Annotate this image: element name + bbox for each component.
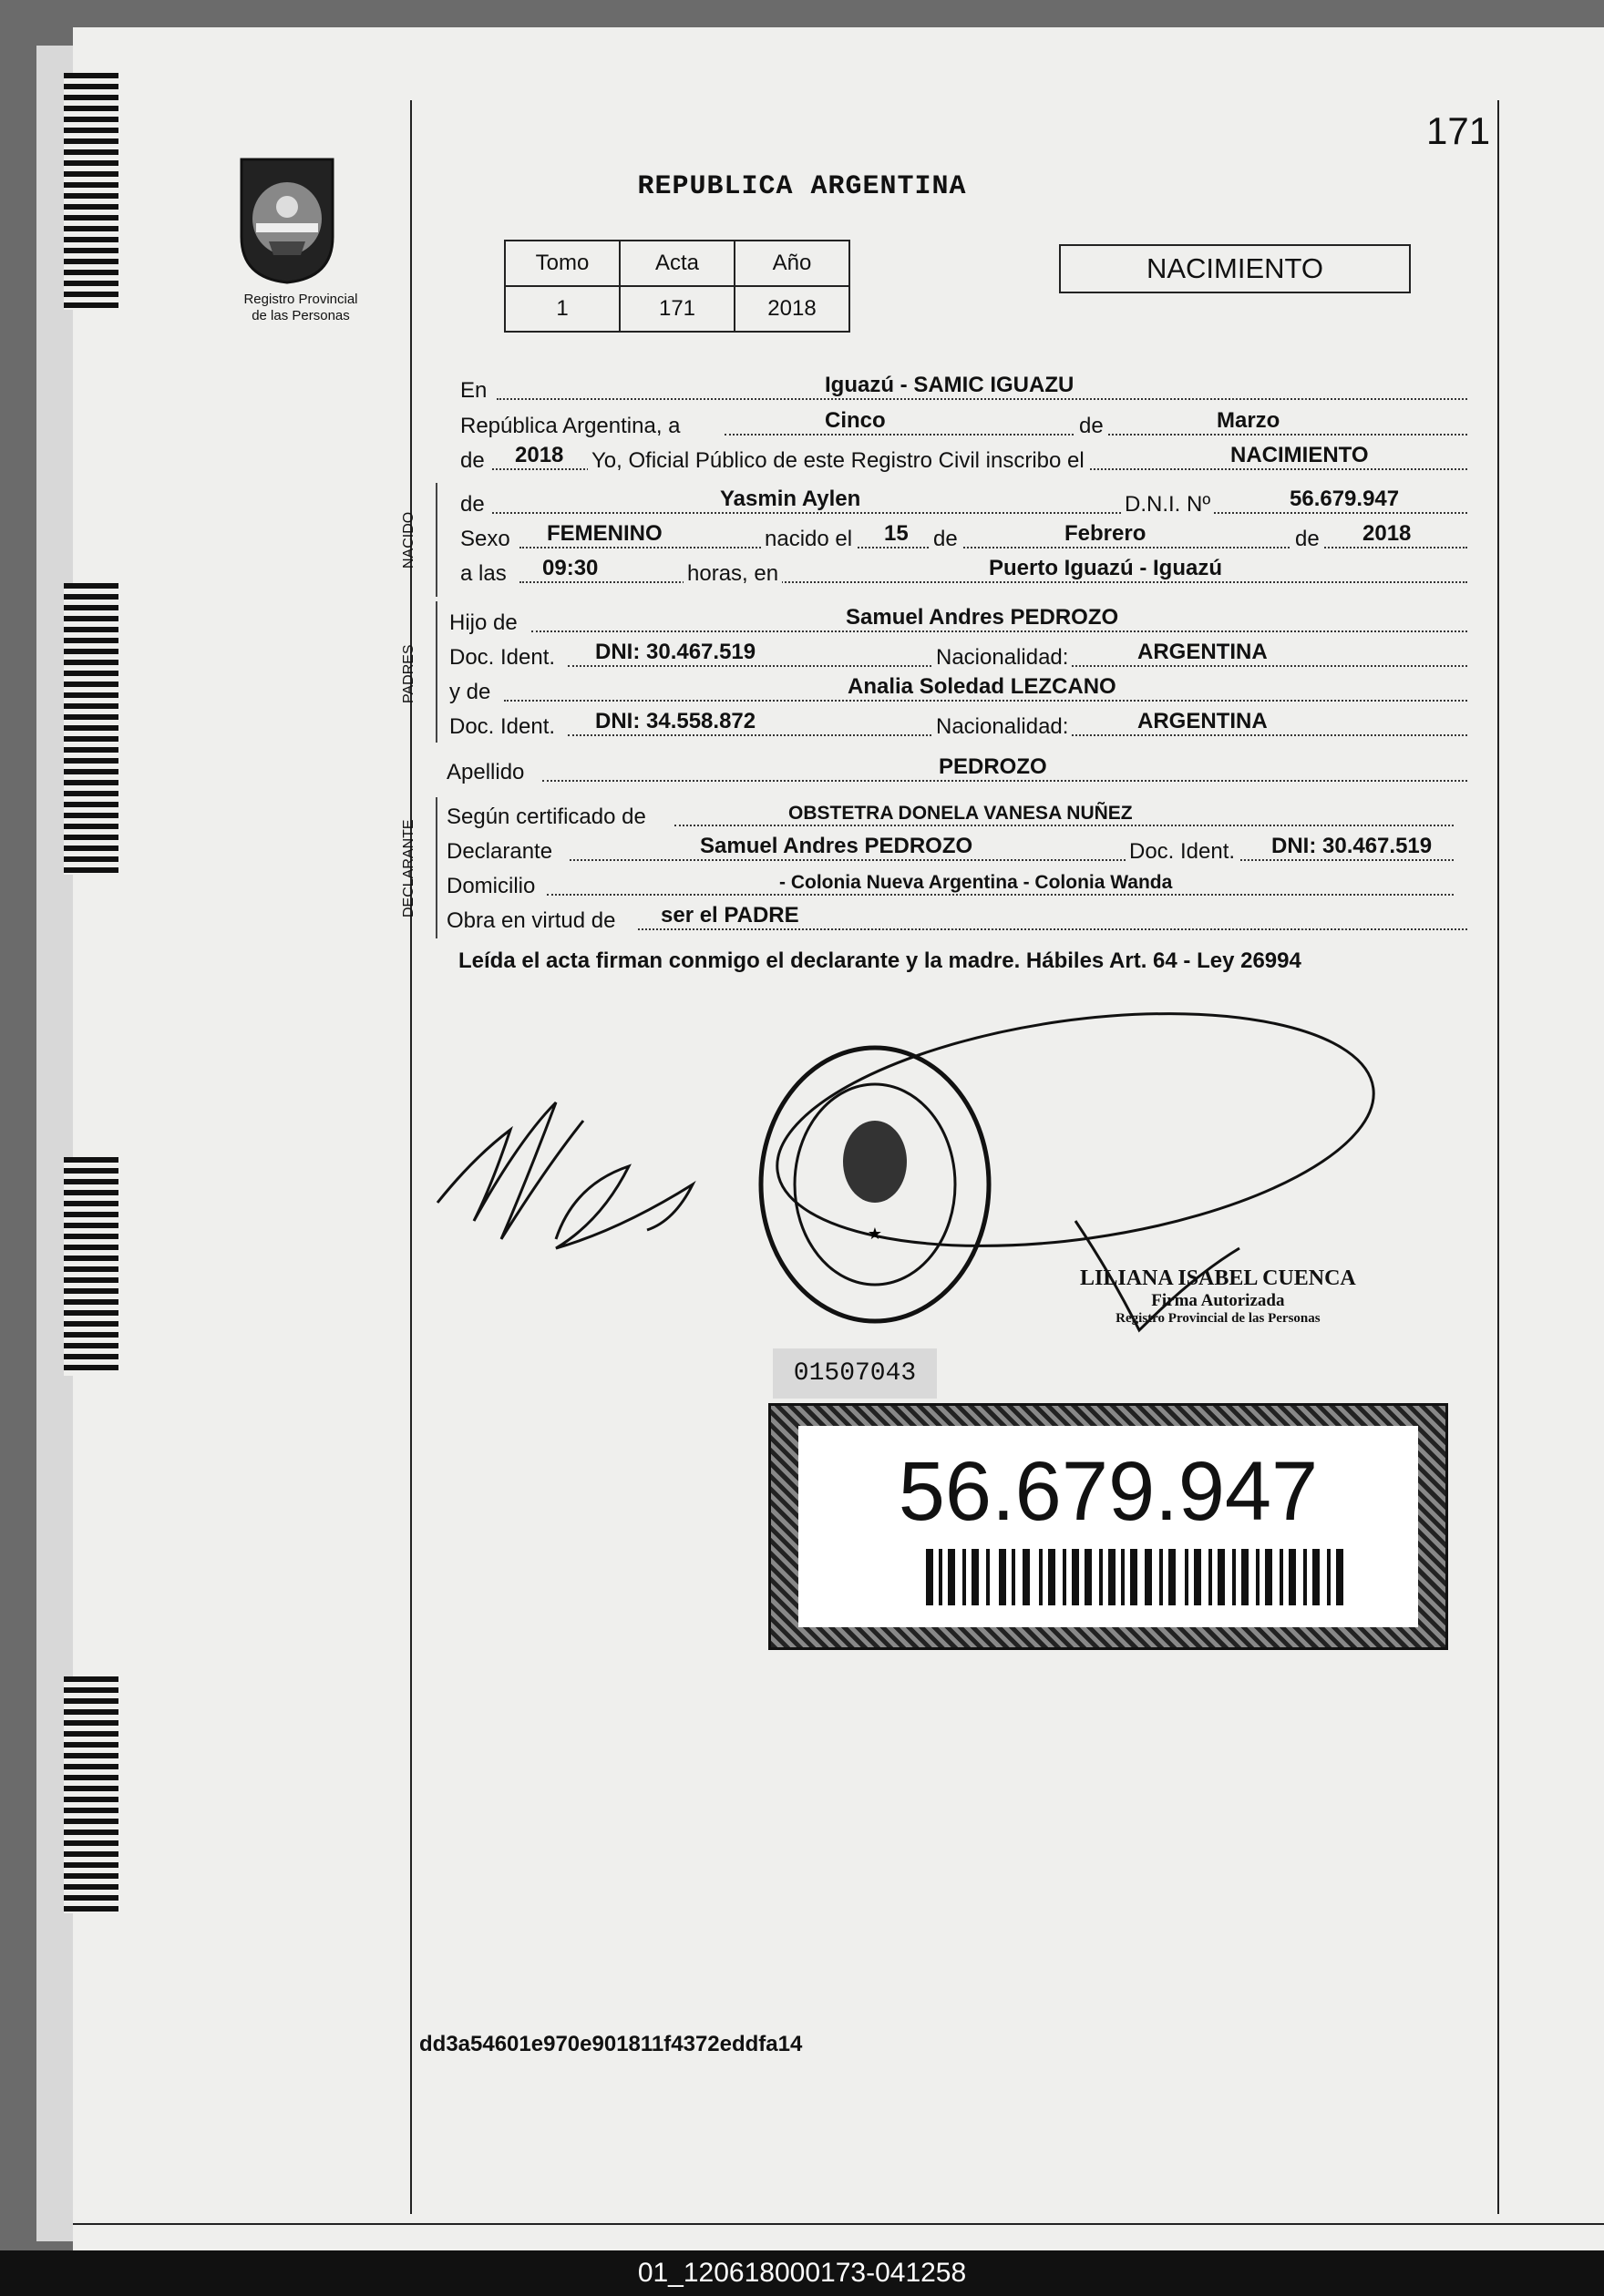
label-nacido-el: nacido el [761,527,856,552]
value-madre: Analia Soledad LEZCANO [848,674,1116,699]
label-republica: República Argentina, a [460,414,681,438]
row-declarante [447,830,1454,866]
label-nacido-de: de [460,492,485,517]
document-title: REPUBLICA ARGENTINA [637,171,967,202]
serial-number: 01507043 [773,1348,937,1399]
label-hijo-de: Hijo de [449,610,518,635]
value-nombre: Yasmin Aylen [720,487,861,511]
value-padre-doc: DNI: 30.467.519 [595,640,756,664]
value-en: Iguazú - SAMIC IGUAZU [825,373,1074,397]
section-label-padres: PADRES [401,644,416,704]
label-a-las: a las [460,561,507,586]
logo-caption-line1: Registro Provincial [243,292,358,307]
label-madre-nacionalidad: Nacionalidad: [932,714,1072,740]
header-tomo: Tomo [505,241,620,286]
authorized-signer [1080,1266,1356,1327]
label-en: En [460,378,488,403]
table-header-row [505,241,849,286]
row-segun [447,795,1454,832]
logo-caption-line2: de las Personas [252,308,350,323]
row-republica [460,405,1467,441]
page-bottom-edge [73,2223,1604,2252]
label-horas-en: horas, en [684,561,782,587]
value-padre: Samuel Andres PEDROZO [846,605,1119,630]
row-obra [447,899,1467,936]
label-y-de: y de [449,680,491,704]
margin-line-left [410,100,412,2214]
province-seal-icon [232,150,342,287]
table-row [505,286,849,332]
signer-role: Firma Autorizada [1151,1291,1285,1310]
label-de2: de [460,448,485,473]
label-domicilio: Domicilio [447,874,536,898]
binding-marks [64,73,128,1986]
barcode-icon [926,1549,1345,1605]
value-madre-nacionalidad: ARGENTINA [1137,709,1268,733]
value-padre-nacionalidad: ARGENTINA [1137,640,1268,664]
label-de: de [1075,414,1107,439]
label-sexo: Sexo [460,527,510,551]
svg-text:★: ★ [867,1225,883,1243]
value-hora: 09:30 [542,556,599,580]
label-declarante-doc: Doc. Ident. [1126,839,1239,865]
value-obra: ser el PADRE [661,903,799,928]
value-mes: Marzo [1217,408,1280,433]
signer-name: LILIANA ISABEL CUENCA [1080,1266,1356,1290]
header-anio: Año [735,241,849,286]
label-dni: D.N.I. Nº [1121,492,1214,518]
value-dia: Cinco [825,408,886,433]
header-acta: Acta [620,241,735,286]
value-mes-nacimiento: Febrero [1064,521,1146,546]
row-domicilio [447,865,1454,901]
value-inscribo: NACIMIENTO [1230,443,1369,467]
value-dia-nacimiento: 15 [884,521,909,546]
label-segun: Según certificado de [447,805,646,829]
official-seal-stamp [747,1039,1002,1330]
value-domicilio: - Colonia Nueva Argentina - Colonia Wanda [779,872,1173,893]
label-oficial: Yo, Oficial Público de este Registro Civil inscribo el [588,448,1088,474]
row-sexo [460,518,1467,554]
section-label-declarante: DECLARANTE [401,819,416,917]
section-label-nacido: NACIDO [401,511,416,569]
value-anio-inscripcion: 2018 [515,443,564,467]
value-anio-nacimiento: 2018 [1362,521,1412,546]
value-apellido: PEDROZO [939,754,1047,779]
label-padre-doc: Doc. Ident. [449,645,556,670]
value-acta: 171 [620,286,735,332]
row-oficial [460,439,1467,476]
closing-note: Leída el acta firman conmigo el declarante y la madre. Hábiles Art. 64 - Ley 26994 [458,948,1301,973]
value-declarante-doc: DNI: 30.467.519 [1271,834,1433,858]
label-apellido: Apellido [447,760,525,784]
label-padre-nacionalidad: Nacionalidad: [932,645,1072,671]
row-y-de [449,671,1467,707]
row-nacido-nombre [460,483,1467,519]
value-anio: 2018 [735,286,849,332]
registry-logo [232,150,369,324]
document-hash: dd3a54601e970e901811f4372eddfa14 [419,2032,803,2056]
value-segun: OBSTETRA DONELA VANESA NUÑEZ [788,803,1133,824]
value-sexo: FEMENINO [547,521,663,546]
row-apellido [447,751,1467,787]
tomo-acta-anio-table [504,240,850,333]
row-hijo-de [449,601,1467,638]
dni-label-sticker [768,1403,1448,1650]
value-tomo: 1 [505,286,620,332]
margin-line-right [1497,100,1499,2214]
label-de-mes: de [930,527,961,552]
row-madre-doc [449,705,1467,742]
dni-sticker-number: 56.679.947 [898,1445,1319,1538]
value-madre-doc: DNI: 34.558.872 [595,709,756,733]
label-declarante: Declarante [447,839,553,864]
row-en [460,369,1467,405]
value-dni-nacido: 56.679.947 [1290,487,1400,511]
row-hora [460,552,1467,589]
scan-footer-code: 01_120618000173-041258 [0,2250,1604,2296]
value-declarante: Samuel Andres PEDROZO [700,834,973,858]
page-number: 171 [1426,109,1491,152]
value-lugar: Puerto Iguazú - Iguazú [989,556,1222,580]
label-obra: Obra en virtud de [447,908,616,933]
label-de-anio: de [1291,527,1323,552]
row-padre-doc [449,636,1467,672]
signer-office: Registro Provincial de las Personas [1116,1311,1321,1326]
label-madre-doc: Doc. Ident. [449,714,556,739]
record-type-box: NACIMIENTO [1059,244,1411,293]
